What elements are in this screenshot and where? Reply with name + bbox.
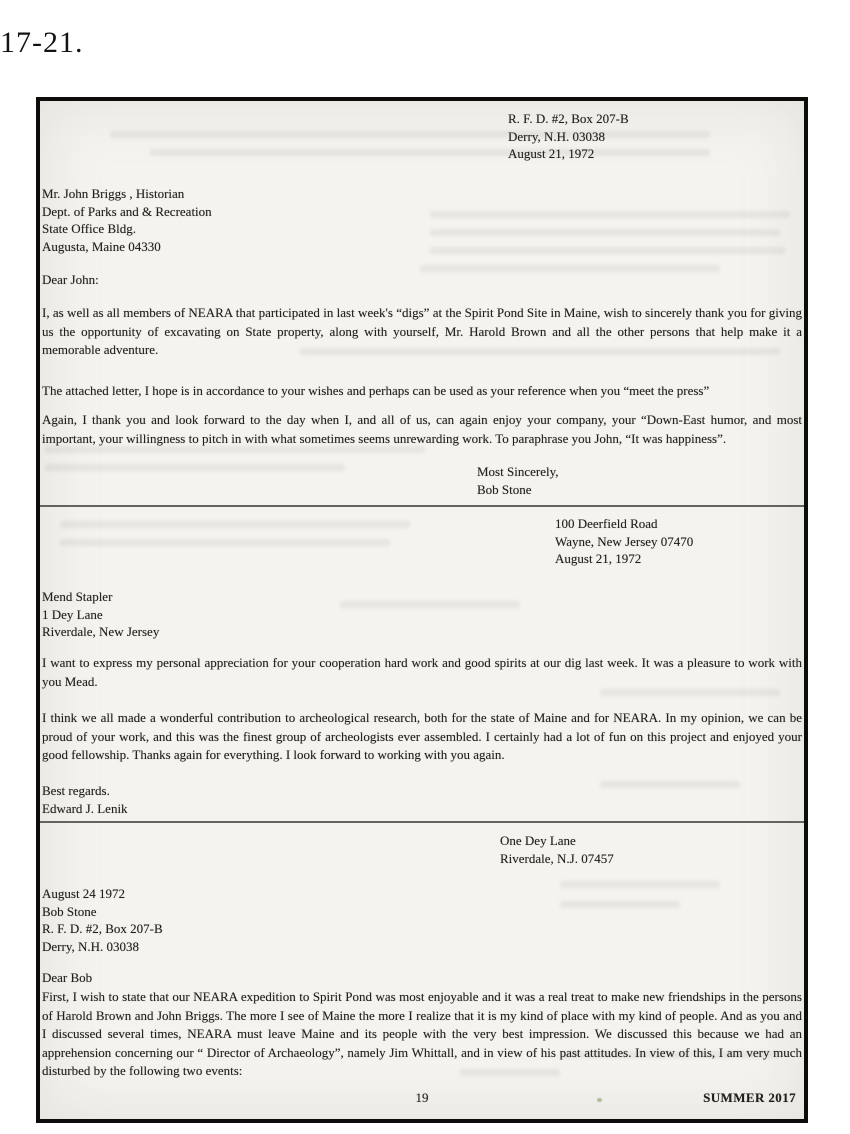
bleed-through-mark	[340, 601, 520, 608]
letter1-sender-address	[508, 110, 629, 163]
signature: Bob Stone	[477, 482, 532, 497]
bleed-through-mark	[60, 521, 410, 528]
closing-line: Most Sincerely,	[477, 464, 559, 479]
bleed-through-mark	[430, 229, 780, 236]
address-line: August 21, 1972	[555, 551, 642, 566]
letter2-sender-address	[555, 515, 693, 568]
letter1-paragraph: I, as well as all members of NEARA that participated in last week's “digs” at the Spirit Pond Site in Maine, wish to sincerely thank you for giving us the opportunity of excavating on State property, along with yourself, Mr. Harold Brown and all the other persons that help make it a memorable adventure.	[42, 305, 802, 358]
bleed-through-mark	[430, 211, 790, 218]
address-line: R. F. D. #2, Box 207-B	[42, 921, 163, 936]
signature: Edward J. Lenik	[42, 801, 128, 816]
letter1-salutation: Dear John:	[42, 272, 99, 287]
page-frame	[36, 97, 808, 1123]
address-line: Mr. John Briggs , Historian	[42, 186, 185, 201]
date-line: August 24 1972	[42, 886, 126, 901]
address-line: Mend Stapler	[42, 589, 113, 604]
letter1-paragraph: Again, I thank you and look forward to the day when I, and all of us, can again enjoy your company, your “Down-East humor, and most important, your willingness to pitch in with what sometimes seems unrewarding work. To paraphrase you John, “It was happiness”.	[42, 412, 802, 446]
page-number: 19	[415, 1090, 429, 1105]
letter2-paragraph: I want to express my personal appreciation for your cooperation hard work and good spirits at our dig last week. It was a pleasure to work with you Mead.	[42, 655, 802, 689]
bleed-through-mark	[600, 781, 740, 788]
bleed-through-mark	[45, 464, 345, 471]
bleed-through-mark	[430, 247, 785, 254]
issue-label: SUMMER 2017	[703, 1090, 796, 1105]
letter1-paragraph: The attached letter, I hope is in accordance to your wishes and perhaps can be used as your reference when you “meet the press”	[42, 383, 710, 398]
closing-line: Best regards.	[42, 783, 110, 798]
letter2-paragraph: I think we all made a wonderful contribution to archeological research, both for the state of Maine and for NEARA. In my opinion, we can be proud of your work, and this was the finest group of archeologists ever assembled. I certainly had a lot of fun on this project and enjoyed your good fellowship. Thanks again for everything. I look forward to working with you again.	[42, 710, 802, 763]
bleed-through-mark	[560, 901, 680, 908]
letter1-recipient-address	[42, 185, 212, 255]
address-line: One Dey Lane	[500, 833, 576, 848]
figure-reference-label: 17-21.	[0, 26, 84, 59]
address-line: Dept. of Parks and & Recreation	[42, 203, 212, 219]
bleed-through-mark	[60, 539, 390, 546]
address-line: Derry, N.H. 03038	[508, 128, 605, 144]
letter3-date-and-recipient	[42, 885, 163, 955]
address-line: Riverdale, New Jersey	[42, 624, 160, 639]
letter3-sender-address	[500, 832, 614, 867]
address-line: Derry, N.H. 03038	[42, 938, 139, 954]
letter2-closing	[42, 782, 128, 818]
letter3-paragraph: First, I wish to state that our NEARA expedition to Spirit Pond was most enjoyable and it was a real treat to make new friendships in the persons of Harold Brown and John Briggs. The more I see of Maine the more I realize that it is my kind of place with my kind of people. And as you and I discussed several times, NEARA must leave Maine and its people with the very best impression. We discussed this because we had an apprehension concerning our “ Director of Archaeology”, namely Jim Whittall, and in view of his past attitudes. In view of this, I am very much disturbed by the following two events:	[42, 989, 802, 1079]
bleed-through-mark	[420, 265, 720, 272]
letter-divider	[40, 821, 804, 823]
letter-divider	[40, 505, 804, 507]
address-line: Augusta, Maine 04330	[42, 238, 161, 254]
address-line: 1 Dey Lane	[42, 606, 103, 622]
letter1-closing	[477, 463, 558, 499]
address-line: Riverdale, N.J. 07457	[500, 850, 614, 866]
bleed-through-mark	[560, 881, 720, 888]
address-line: State Office Bldg.	[42, 221, 136, 236]
letter3-salutation: Dear Bob	[42, 970, 93, 985]
address-line: R. F. D. #2, Box 207-B	[508, 111, 629, 126]
letter2-recipient-address	[42, 588, 159, 641]
address-line: Bob Stone	[42, 903, 97, 919]
address-line: 100 Deerfield Road	[555, 516, 658, 531]
address-line: Wayne, New Jersey 07470	[555, 533, 694, 549]
address-line: August 21, 1972	[508, 146, 595, 161]
